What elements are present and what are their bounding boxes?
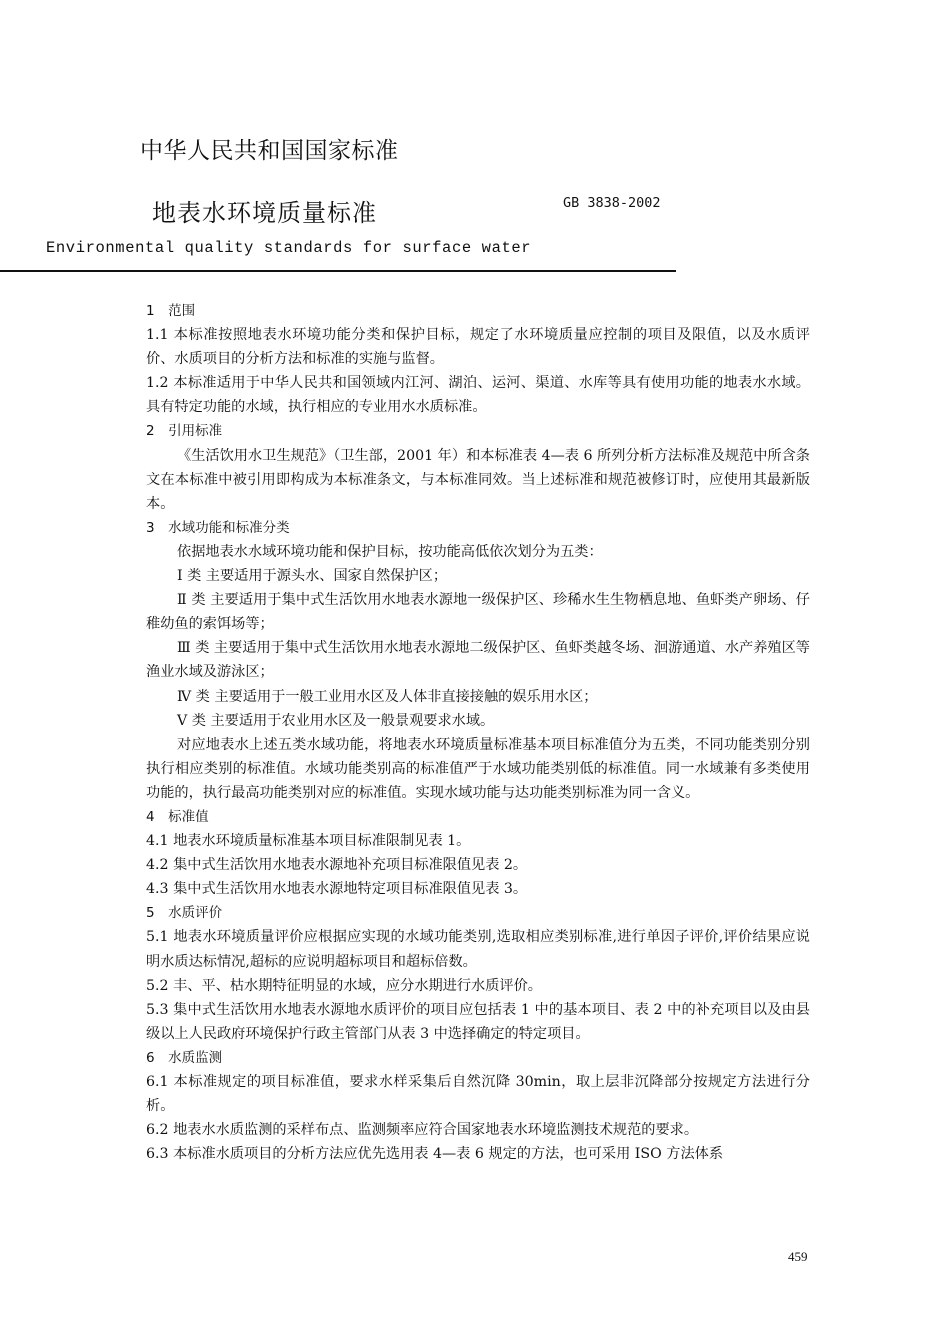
document-body [146,299,810,1166]
paragraph-2: 《生活饮用水卫生规范》（卫生部，2001 年）和本标准表 4—表 6 所列分析方法标准及规范中所含条文在本标准中被引用即构成为本标准条文，与本标准同效。当上述标准和规范被修订时，应使用其最新版本。 [146,447,810,512]
standard-number: GB 3838-2002 [563,195,661,211]
paragraph-6-3: 6.3 本标准水质项目的分析方法应优先选用表 4—表 6 规定的方法，也可采用 ISO 方法体系 [146,1146,724,1163]
paragraph-4-2: 4.2 集中式生活饮用水地表水源地补充项目标准限值见表 2。 [146,857,528,874]
national-standard-heading: 中华人民共和国国家标准 [140,138,399,164]
paragraph-6-2: 6.2 地表水水质监测的采样布点、监测频率应符合国家地表水环境监测技术规范的要求。 [146,1122,699,1139]
class-5-item: Ⅴ 类 主要适用于农业用水区及一般景观要求水域。 [177,712,495,729]
standard-title: 地表水环境质量标准 [152,199,377,227]
section-heading-1: 1 范围 [146,303,196,319]
section-heading-6: 6 水质监测 [146,1049,223,1066]
class-1-item: Ⅰ 类 主要适用于源头水、国家自然保护区； [177,568,448,585]
paragraph-4-3: 4.3 集中式生活饮用水地表水源地特定项目标准限值见表 3。 [146,881,528,898]
paragraph-3-intro: 依据地表水水域环境功能和保护目标，按功能高低依次划分为五类： [177,543,603,560]
section-heading-3: 3 水域功能和标准分类 [146,519,290,536]
paragraph-1-1: 1.1 本标准按照地表水环境功能分类和保护目标，规定了水环境质量应控制的项目及限值，以及水质评价、水质项目的分析方法和标准的实施与监督。 [146,327,810,368]
paragraph-4-1: 4.1 地表水环境质量标准基本项目标准限制见表 1。 [146,833,471,850]
section-heading-2: 2 引用标准 [146,423,223,440]
section-heading-4: 4 标准值 [146,808,209,825]
paragraph-5-3: 5.3 集中式生活饮用水地表水源地水质评价的项目应包括表 1 中的基本项目、表 2 中的补充项目以及由县级以上人民政府环境保护行政主管部门从表 3 中选择确定的特定项目。 [146,1001,810,1042]
english-title: Environmental quality standards for surface water [46,239,532,257]
paragraph-5-2: 5.2 丰、平、枯水期特征明显的水域，应分水期进行水质评价。 [146,977,542,994]
paragraph-1-2: 1.2 本标准适用于中华人民共和国领域内江河、湖泊、运河、渠道、水库等具有使用功能的地表水水域。具有特定功能的水域，执行相应的专业用水水质标准。 [146,375,810,416]
page-number: 459 [788,1249,808,1264]
class-4-item: Ⅳ 类 主要适用于一般工业用水区及人体非直接接触的娱乐用水区； [177,688,598,705]
section-heading-5: 5 水质评价 [146,905,223,922]
paragraph-6-1: 6.1 本标准规定的项目标准值，要求水样采集后自然沉降 30min，取上层非沉降部分按规定方法进行分析。 [146,1074,810,1115]
paragraph-3-closing: 对应地表水上述五类水域功能，将地表水环境质量标准基本项目标准值分为五类，不同功能类别分别执行相应类别的标准值。水域功能类别高的标准值严于水域功能类别低的标准值。同一水域兼有多类使用功能的，执行最高功能类别对应的标准值。实现水域功能与达功能类别标准为同一含义。 [146,736,810,801]
class-2-item: Ⅱ 类 主要适用于集中式生活饮用水地表水源地一级保护区、珍稀水生生物栖息地、鱼虾类产卵场、仔稚幼鱼的索饵场等； [146,592,810,633]
header-rule [0,270,676,272]
paragraph-5-1: 5.1 地表水环境质量评价应根据应实现的水域功能类别,选取相应类别标准,进行单因子评价,评价结果应说明水质达标情况,超标的应说明超标项目和超标倍数。 [146,929,810,970]
class-3-item: Ⅲ 类 主要适用于集中式生活饮用水地表水源地二级保护区、鱼虾类越冬场、洄游通道、水产养殖区等渔业水域及游泳区； [146,640,810,681]
